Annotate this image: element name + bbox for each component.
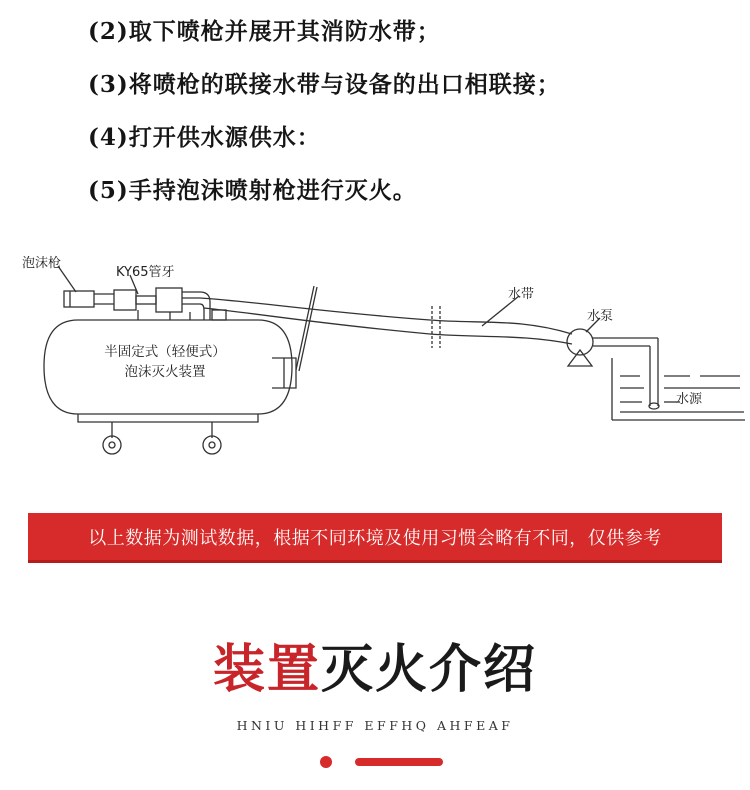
gun-nozzle: [64, 291, 94, 307]
tank-label: [80, 342, 250, 382]
label-pump: 水泵: [587, 309, 614, 324]
step-5: (5)手持泡沫喷射枪进行灭火。: [88, 177, 417, 204]
label-foam-gun: 泡沫枪: [22, 256, 62, 271]
decor-bar: [355, 758, 443, 766]
pump-body: [567, 329, 593, 355]
label-hose: 水带: [508, 287, 535, 302]
step-3: (3)将喷枪的联接水带与设备的出口相联接；: [88, 71, 561, 98]
section-title: [0, 640, 750, 700]
decor-dot: [320, 756, 332, 768]
hose-lower: [204, 308, 572, 344]
step-4: (4)打开供水源供水：: [88, 124, 321, 151]
disclaimer-banner: [28, 513, 722, 563]
step-2: (2)取下喷枪并展开其消防水带；: [88, 18, 441, 45]
wheel-right: [203, 436, 221, 454]
section-title-black: 灭火介绍: [321, 639, 538, 700]
section-title-red: 装置: [212, 639, 321, 700]
section-subtitle: HNIU HIHFF EFFHQ AHFEAF: [236, 718, 514, 733]
hose-upper: [200, 298, 572, 334]
label-coupling: KY65管牙: [116, 265, 175, 280]
tank-label-line2: 泡沫灭火装置: [124, 364, 206, 380]
foam-device-diagram: [0, 238, 750, 478]
tank-label-line1: 半固定式（轻便式）: [104, 344, 226, 360]
disclaimer-text: 以上数据为测试数据，根据不同环境及使用习惯会略有不同，仅供参考: [88, 527, 662, 549]
label-water-source: 水源: [676, 392, 703, 407]
wheel-left: [103, 436, 121, 454]
